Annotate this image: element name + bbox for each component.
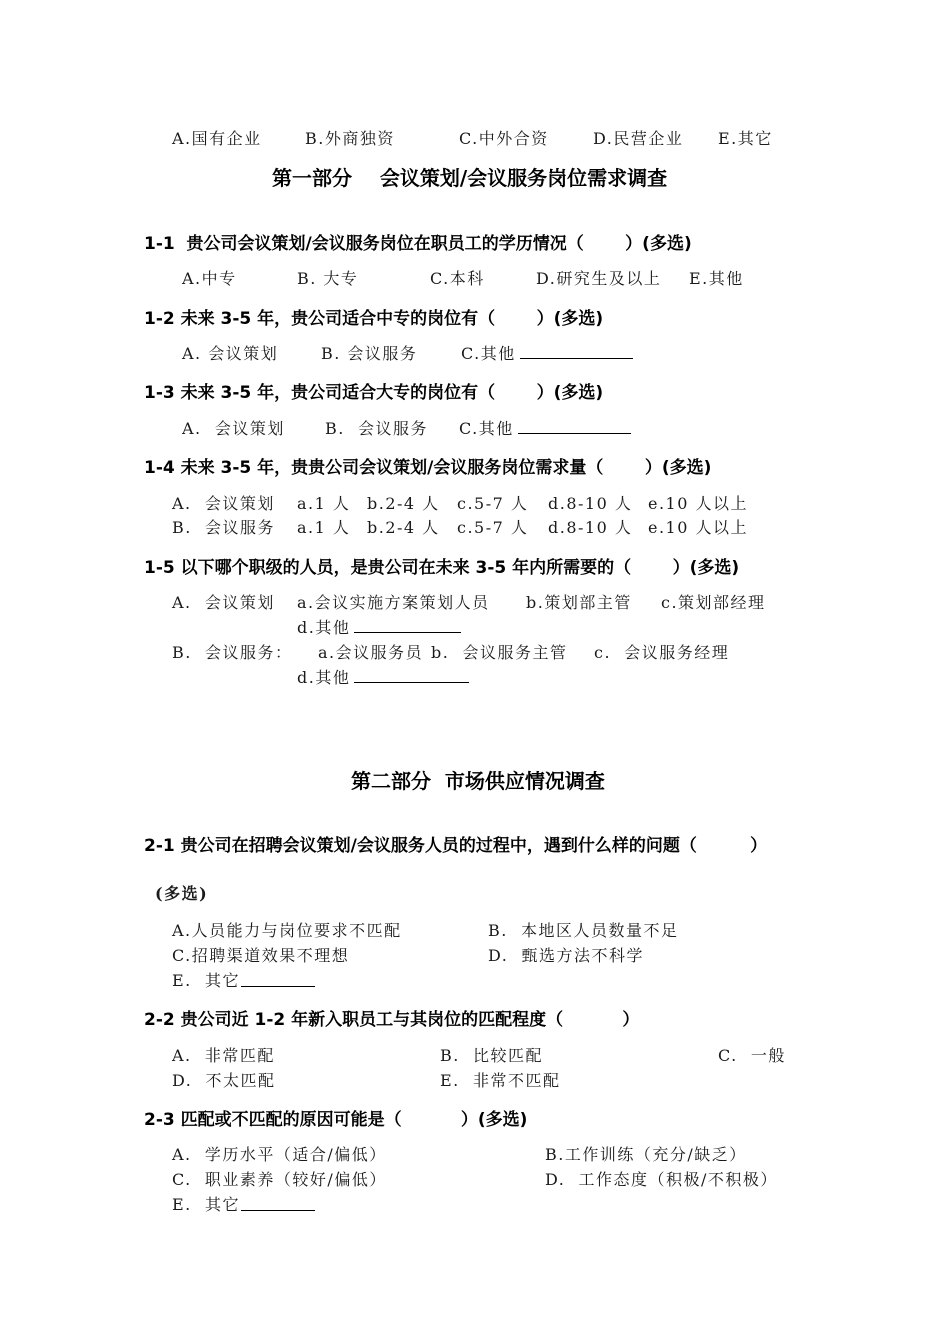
q1-4-role-b: B. 会议服务 <box>172 518 276 537</box>
q1-4-b-level-e: e.10 人以上 <box>648 518 749 537</box>
q1-5-a-blank-line[interactable] <box>354 618 461 633</box>
option-foreign-owned: B.外商独资 <box>305 129 395 148</box>
option-state-owned: A.国有企业 <box>172 129 262 148</box>
q1-5-a-option-d: d.其他 <box>297 618 351 637</box>
q1-4-a-level-c: c.5-7 人 <box>457 494 529 513</box>
q1-4-b-level-d: d.8-10 人 <box>548 518 633 537</box>
q1-2-blank-line[interactable] <box>520 344 633 359</box>
q1-2-option-c: C.其他 <box>461 344 516 363</box>
q1-1-option-b: B. 大专 <box>297 269 359 288</box>
q1-4-a-level-e: e.10 人以上 <box>648 494 749 513</box>
q1-4-a-level-a: a.1 人 <box>297 494 351 513</box>
q2-2-option-d: D. 不太匹配 <box>172 1071 276 1090</box>
q1-2-option-b: B. 会议服务 <box>321 344 418 363</box>
q1-4-b-level-c: c.5-7 人 <box>457 518 529 537</box>
q1-1-option-d: D.研究生及以上 <box>536 269 662 288</box>
question-2-1: 2-1 贵公司在招聘会议策划/会议服务人员的过程中，遇到什么样的问题（ ） <box>144 836 768 856</box>
q2-1-multi-select-note: (多选) <box>155 884 209 903</box>
q1-1-option-c: C.本科 <box>430 269 485 288</box>
q1-1-option-a: A.中专 <box>182 269 237 288</box>
q1-4-a-level-b: b.2-4 人 <box>367 494 440 513</box>
q1-5-b-option-c: c. 会议服务经理 <box>594 643 730 662</box>
q2-1-blank-line[interactable] <box>241 972 315 987</box>
option-private: D.民营企业 <box>593 129 684 148</box>
option-other: E.其它 <box>718 129 773 148</box>
q1-5-a-option-a: a.会议实施方案策划人员 <box>297 593 490 612</box>
q2-1-option-b: B. 本地区人员数量不足 <box>488 921 679 940</box>
q1-5-b-option-d: d.其他 <box>297 668 351 687</box>
q2-1-option-c: C.招聘渠道效果不理想 <box>172 946 350 965</box>
question-2-2: 2-2 贵公司近 1-2 年新入职员工与其岗位的匹配程度（ ） <box>144 1010 640 1030</box>
question-1-3: 1-3 未来 3-5 年，贵公司适合大专的岗位有（ ）(多选) <box>144 383 604 403</box>
question-1-4: 1-4 未来 3-5 年，贵贵公司会议策划/会议服务岗位需求量（ ）(多选) <box>144 458 712 478</box>
q1-4-b-level-a: a.1 人 <box>297 518 351 537</box>
q2-3-option-a: A. 学历水平（适合/偏低） <box>172 1145 387 1164</box>
option-joint-venture: C.中外合资 <box>459 129 549 148</box>
q1-3-blank-line[interactable] <box>518 419 631 434</box>
q2-3-option-c: C. 职业素养（较好/偏低） <box>172 1170 387 1189</box>
part1-title: 第一部分 会议策划/会议服务岗位需求调查 <box>272 166 668 190</box>
q1-3-option-c: C.其他 <box>459 419 514 438</box>
q1-5-a-option-b: b.策划部主管 <box>526 593 632 612</box>
q1-5-b-blank-line[interactable] <box>354 668 469 683</box>
q2-3-option-d: D. 工作态度（积极/不积极） <box>545 1170 778 1189</box>
q1-1-option-e: E.其他 <box>689 269 744 288</box>
q1-5-b-option-a: a.会议服务员 <box>318 643 424 662</box>
q1-5-role-b: B. 会议服务： <box>172 643 293 662</box>
question-1-5: 1-5 以下哪个职级的人员，是贵公司在未来 3-5 年内所需要的（ ）(多选) <box>144 558 740 578</box>
question-2-3: 2-3 匹配或不匹配的原因可能是（ ）(多选) <box>144 1110 528 1130</box>
q2-2-option-b: B. 比较匹配 <box>440 1046 544 1065</box>
q1-5-role-a: A. 会议策划 <box>172 593 275 612</box>
q2-3-blank-line[interactable] <box>241 1196 315 1211</box>
q2-1-option-a: A.人员能力与岗位要求不匹配 <box>172 921 402 940</box>
q1-4-b-level-b: b.2-4 人 <box>367 518 440 537</box>
q2-3-option-e: E. 其它 <box>172 1195 240 1214</box>
q1-4-role-a: A. 会议策划 <box>172 494 275 513</box>
q1-5-a-option-c: c.策划部经理 <box>661 593 766 612</box>
q2-1-option-d: D. 甄选方法不科学 <box>488 946 645 965</box>
part2-title: 第二部分 市场供应情况调查 <box>351 769 605 793</box>
q2-2-option-c: C. 一般 <box>718 1046 786 1065</box>
q1-2-option-a: A. 会议策划 <box>182 344 279 363</box>
question-1-1: 1-1 贵公司会议策划/会议服务岗位在职员工的学历情况（ ）(多选) <box>144 234 692 254</box>
question-1-2: 1-2 未来 3-5 年，贵公司适合中专的岗位有（ ）(多选) <box>144 309 604 329</box>
q1-4-a-level-d: d.8-10 人 <box>548 494 633 513</box>
q2-2-option-a: A. 非常匹配 <box>172 1046 275 1065</box>
q1-5-b-option-b: b. 会议服务主管 <box>431 643 568 662</box>
q1-3-option-b: B. 会议服务 <box>325 419 429 438</box>
q2-2-option-e: E. 非常不匹配 <box>440 1071 561 1090</box>
q2-1-option-e: E. 其它 <box>172 971 240 990</box>
q2-3-option-b: B.工作训练（充分/缺乏） <box>545 1145 747 1164</box>
q1-3-option-a: A. 会议策划 <box>182 419 285 438</box>
